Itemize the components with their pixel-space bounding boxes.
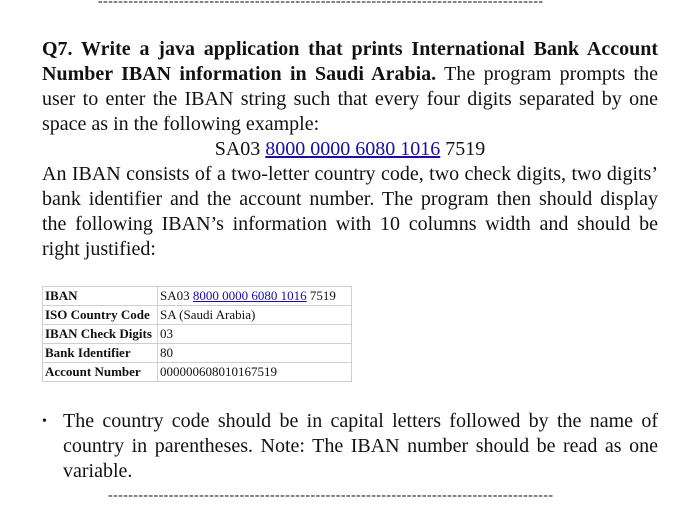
table-row — [43, 325, 352, 344]
table-row — [43, 363, 352, 382]
row-value: 000000608010167519 — [158, 363, 352, 382]
bottom-separator: ---------------------------------------------------------------------------------------- — [108, 489, 554, 503]
question-title: Q7. Write a java application that prints International Bank Account Number IBAN information in Saudi Arabia. — [42, 38, 658, 85]
note-bullet-item — [42, 409, 658, 484]
question-intro: The program prompts the user to enter the IBAN string such that every four digits separated by one space as in the following example: — [42, 63, 658, 135]
row-label: ISO Country Code — [43, 306, 158, 325]
row-value: 03 — [158, 325, 352, 344]
row-label: Account Number — [43, 363, 158, 382]
row-value — [158, 287, 352, 306]
iban-info-table — [42, 286, 352, 382]
question-paragraph — [42, 37, 658, 137]
row-value: 80 — [158, 344, 352, 363]
question-block — [42, 37, 658, 262]
row-label: IBAN — [43, 287, 158, 306]
note-text: The country code should be in capital letters followed by the name of country in parentheses. Note: The IBAN number should be read as one variable. — [63, 410, 658, 482]
iban-value-suffix: 7519 — [306, 288, 336, 303]
top-separator: ---------------------------------------------------------------------------------------- — [98, 0, 544, 9]
row-label: IBAN Check Digits — [43, 325, 158, 344]
iban-example — [42, 137, 658, 162]
iban-value-link[interactable]: 8000 0000 6080 1016 — [192, 288, 307, 303]
row-value: SA (Saudi Arabia) — [158, 306, 352, 325]
iban-example-suffix: 7519 — [440, 138, 486, 160]
row-label: Bank Identifier — [43, 344, 158, 363]
iban-description: An IBAN consists of a two-letter country code, two check digits, two digits’ bank identifier and the account number. The program then should display the following IBAN’s information with 10 columns width and should be right justified: — [42, 163, 658, 260]
iban-example-link[interactable]: 8000 0000 6080 1016 — [265, 138, 441, 160]
table-row — [43, 344, 352, 363]
bullet-marker: • — [42, 414, 47, 429]
table-row — [43, 306, 352, 325]
iban-example-prefix: SA03 — [214, 138, 266, 160]
table-row — [43, 287, 352, 306]
iban-value-prefix: SA03 — [160, 288, 193, 303]
